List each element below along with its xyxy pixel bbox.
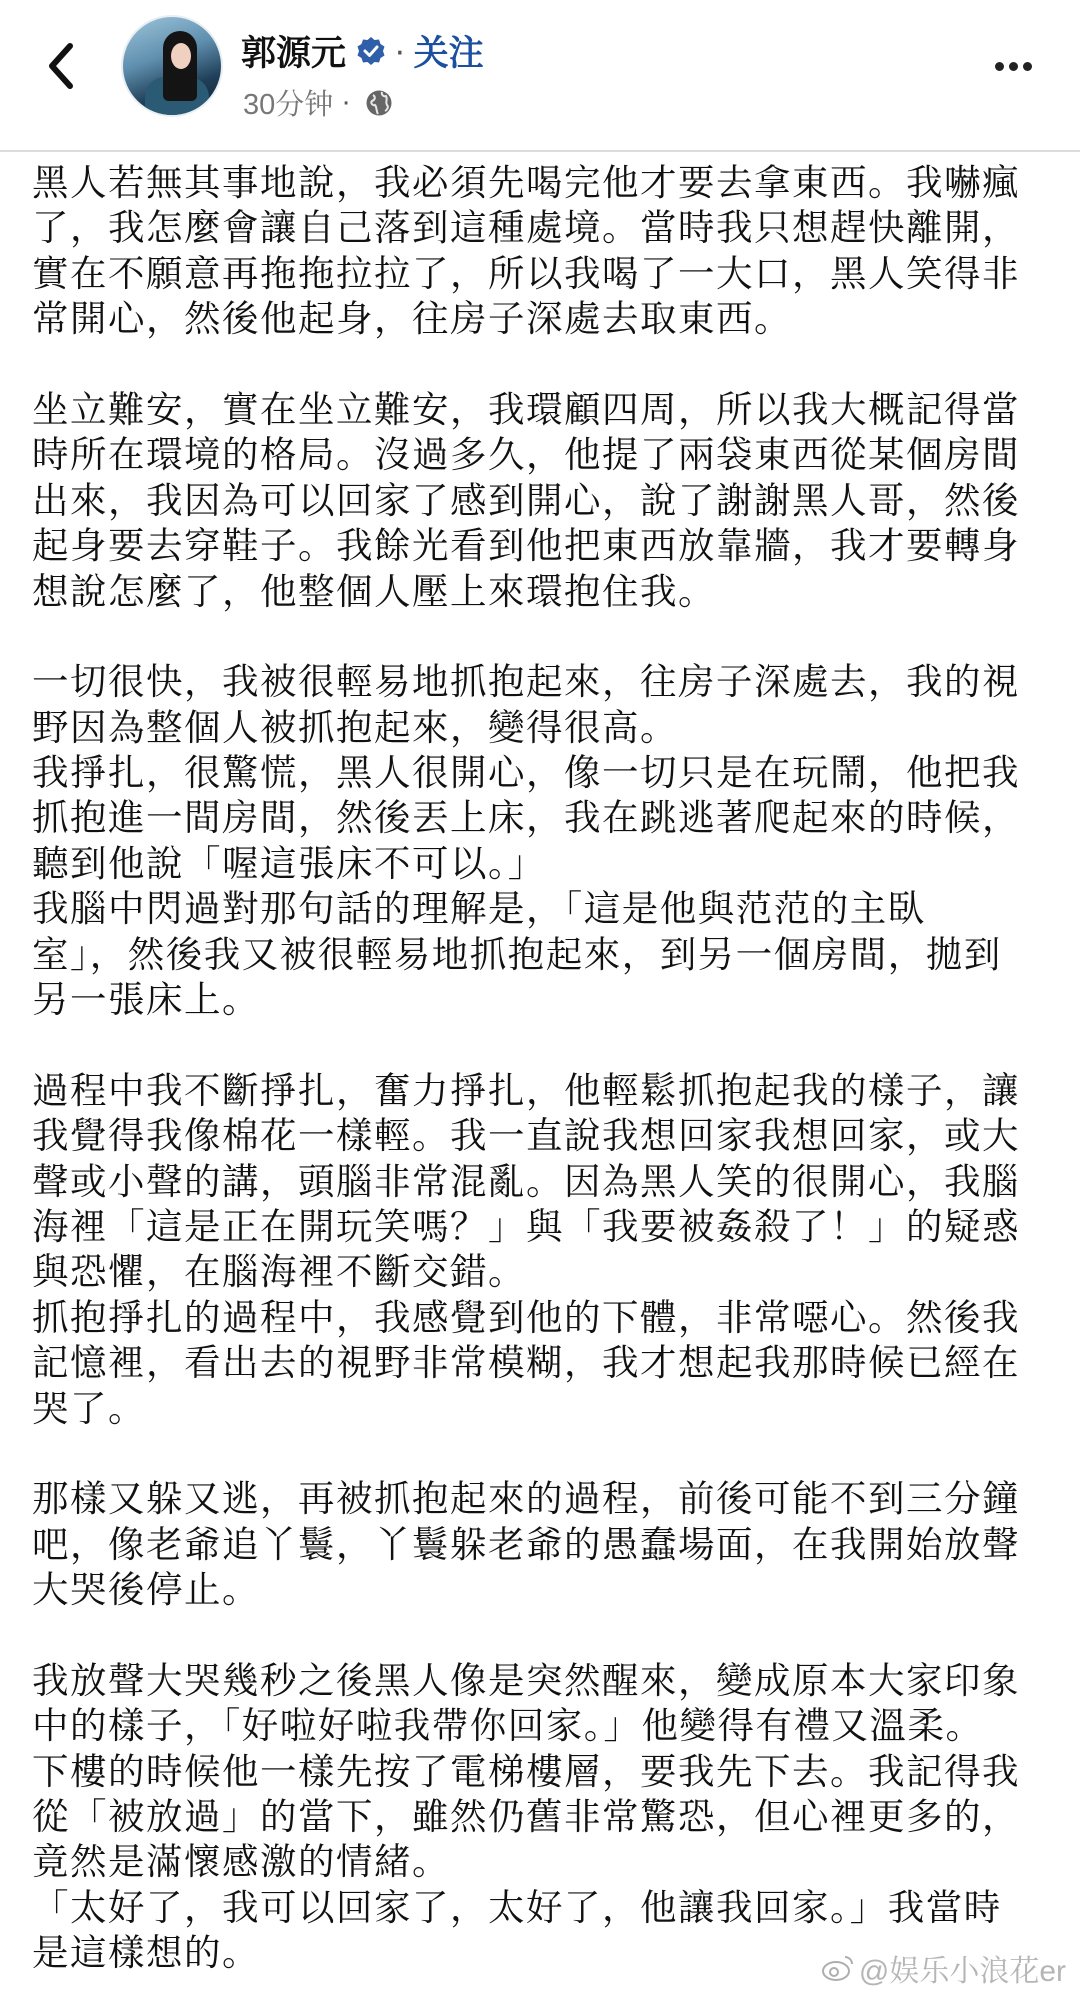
- post-meta: [243, 82, 393, 123]
- author-avatar[interactable]: [121, 15, 223, 117]
- author-name[interactable]: 郭源元: [241, 34, 347, 73]
- post-text-line: 聲或小聲的講，頭腦非常混亂。因為黑人笑的很開心，我腦: [32, 1160, 1020, 1202]
- paragraph-gap: [32, 614, 1052, 659]
- post-text-line: 室」，然後我又被很輕易地抓抱起來，到另一個房間，拋到: [32, 933, 1002, 975]
- post-text-line: 實在不願意再拖拖拉拉了，所以我喝了一大口，黑人笑得非: [32, 252, 1020, 294]
- watermark-text: @娱乐小浪花er: [858, 1955, 1066, 1988]
- post-text-line: 過程中我不斷掙扎，奮力掙扎，他輕鬆抓抱起我的樣子，讓: [32, 1069, 1020, 1111]
- post-text-line: 從「被放過」的當下，雖然仍舊非常驚恐，但心裡更多的，: [32, 1796, 1020, 1838]
- follow-button[interactable]: 关注: [413, 34, 484, 73]
- paragraph-gap: [32, 1022, 1052, 1067]
- meta-separator: ·: [341, 86, 351, 118]
- post-text-line: 我放聲大哭幾秒之後黑人像是突然醒來，變成原本大家印象: [32, 1659, 1020, 1701]
- post-text-line: 記憶裡，看出去的視野非常模糊，我才想起我那時候已經在: [32, 1342, 1020, 1384]
- post-text-line: 常開心，然後他起身，往房子深處去取東西。: [32, 298, 792, 340]
- post-text-line: 坐立難安，實在坐立難安，我環顧四周，所以我大概記得當: [32, 388, 1020, 430]
- post-text-line: 我掙扎，很驚慌，黑人很開心，像一切只是在玩鬧，他把我: [32, 752, 1020, 794]
- post-text-line: 我腦中閃過對那句話的理解是，「這是他與范范的主臥: [32, 888, 926, 930]
- post-text-line: 一切很快，我被很輕易地抓抱起來，往房子深處去，我的視: [32, 661, 1020, 703]
- post-text-line: 我覺得我像棉花一樣輕。我一直說我想回家我想回家，或大: [32, 1115, 1020, 1157]
- more-options-button[interactable]: [995, 52, 1039, 80]
- post-text-line: 海裡「這是正在開玩笑嗎？」與「我要被姦殺了！」的疑惑: [32, 1205, 1020, 1247]
- post-text-line: 起身要去穿鞋子。我餘光看到他把東西放靠牆，我才要轉身: [32, 525, 1020, 567]
- post-text-line: 吧，像老爺追丫鬟，丫鬟躲老爺的愚蠢場面，在我開始放聲: [32, 1523, 1020, 1565]
- paragraph-gap: [32, 1613, 1052, 1658]
- post-text-line: 抓抱掙扎的過程中，我感覺到他的下體，非常噁心。然後我: [32, 1296, 1020, 1338]
- back-button[interactable]: [40, 40, 84, 92]
- post-text-line: 野因為整個人被抓抱起來，變得很高。: [32, 706, 678, 748]
- post-text-line: 出來，我因為可以回家了感到開心，說了謝謝黑人哥，然後: [32, 479, 1020, 521]
- post-text-line: 竟然是滿懷感激的情緒。: [32, 1841, 450, 1883]
- post-text-line: 想說怎麼了，他整個人壓上來環抱住我。: [32, 570, 716, 612]
- weibo-logo-icon: [821, 1953, 855, 1983]
- post-text-line: 是這樣想的。: [32, 1932, 260, 1974]
- paragraph-gap: [32, 1431, 1052, 1476]
- more-dots-icon: [995, 62, 1004, 71]
- post-text-line: 與恐懼，在腦海裡不斷交錯。: [32, 1251, 526, 1293]
- post-text-line: 下樓的時候他一樣先按了電梯樓層，要我先下去。我記得我: [32, 1750, 1020, 1792]
- post-text-line: 中的樣子，「好啦好啦我帶你回家。」他變得有禮又溫柔。: [32, 1705, 984, 1747]
- post-time: 30分钟: [243, 89, 334, 121]
- post-text-line: 大哭後停止。: [32, 1569, 260, 1611]
- post-header: [0, 0, 1080, 152]
- verified-badge-icon: [356, 36, 386, 66]
- post-text-line: 哭了。: [32, 1387, 146, 1429]
- watermark: [821, 1946, 1066, 1990]
- post-text-line: 另一張床上。: [32, 979, 260, 1021]
- post-text-line: 黑人若無其事地說，我必須先喝完他才要去拿東西。我嚇瘋: [32, 162, 1020, 203]
- separator: ·: [394, 31, 406, 70]
- post-text-line: 那樣又躲又逃，再被抓抱起來的過程，前後可能不到三分鐘: [32, 1478, 1020, 1520]
- globe-icon: [365, 89, 393, 117]
- post-text-line: 抓抱進一間房間，然後丟上床，我在跳逃著爬起來的時候，: [32, 797, 1020, 839]
- author-line: [241, 26, 484, 76]
- post-text-line: 聽到他說「喔這張床不可以。」: [32, 842, 546, 884]
- chevron-left-icon: [40, 40, 84, 92]
- post-text-line: 時所在環境的格局。沒過多久，他提了兩袋東西從某個房間: [32, 434, 1020, 476]
- paragraph-gap: [32, 342, 1052, 387]
- post-body: [32, 160, 1052, 1976]
- post-text-line: 了，我怎麼會讓自己落到這種處境。當時我只想趕快離開，: [32, 207, 1020, 249]
- post-text-line: 「太好了，我可以回家了，太好了，他讓我回家。」我當時: [32, 1886, 1002, 1928]
